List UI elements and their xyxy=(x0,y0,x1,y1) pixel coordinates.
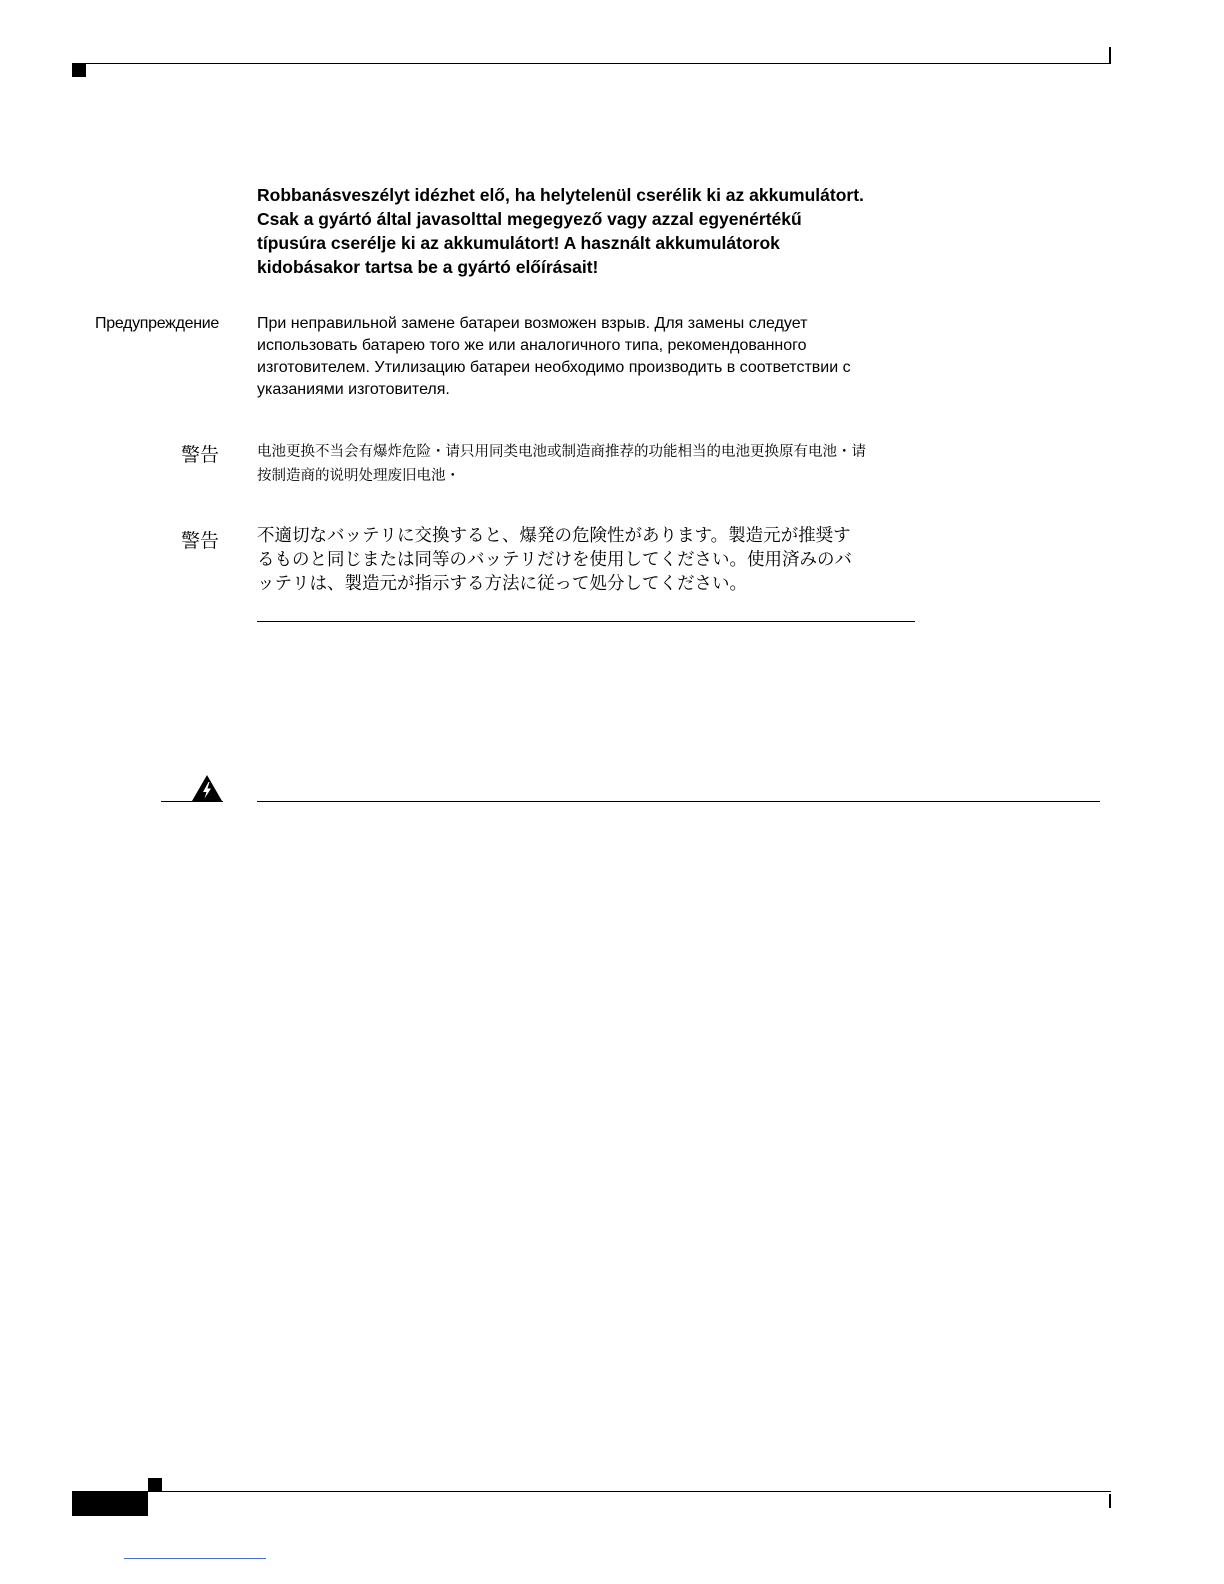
warning-text-japanese xyxy=(257,524,937,596)
warning-line: ッテリは、製造元が指示する方法に従って処分してください。 xyxy=(257,574,747,594)
warning-label-chinese: 警告 xyxy=(180,444,219,466)
footer-rule xyxy=(72,1491,1111,1492)
warning-text-russian xyxy=(257,313,937,401)
warning-text-chinese xyxy=(257,440,917,488)
warning-line: 不適切なバッテリに交換すると、爆発の危険性があります。製造元が推奨す xyxy=(257,526,851,546)
warning-line: 电池更换不当会有爆炸危险・请只用同类电池或制造商推荐的功能相当的电池更换原有电池・请 xyxy=(257,444,866,460)
footer-marker-block xyxy=(72,1492,148,1516)
footer-link-underline[interactable] xyxy=(124,1558,266,1559)
warning-line: Csak a gyártó által javasolttal megegyező vagy azzal egyenértékű xyxy=(257,209,802,229)
warning-text-hungarian xyxy=(257,183,937,279)
warning-label-japanese: 警告 xyxy=(180,530,219,552)
warning-line: 按制造商的说明处理废旧电池・ xyxy=(257,468,460,484)
header-marker xyxy=(72,64,86,77)
warning-triangle-icon xyxy=(191,774,223,802)
warning-end-rule xyxy=(257,621,915,622)
warning-line: Robbanásveszélyt idézhet elő, ha helytelenül cserélik ki az akkumulátort. xyxy=(257,185,864,205)
header-rule xyxy=(72,63,1111,64)
icon-rule xyxy=(161,801,223,802)
header-tick xyxy=(1109,47,1111,64)
warning-line: При неправильной замене батареи возможен взрыв. Для замены следует xyxy=(257,315,808,332)
footer-marker-square xyxy=(148,1478,162,1492)
warning-line: típusúra cserélje ki az akkumulátort! A használt akkumulátorok xyxy=(257,233,780,253)
warning-line: kidobásakor tartsa be a gyártó előírásait! xyxy=(257,257,599,277)
warning-line: указаниями изготовителя. xyxy=(257,381,450,398)
section-rule xyxy=(257,801,1100,802)
footer-tick xyxy=(1109,1494,1111,1508)
warning-line: использовать батарею того же или аналогичного типа, рекомендованного xyxy=(257,337,807,354)
warning-line: изготовителем. Утилизацию батареи необходимо производить в соответствии с xyxy=(257,359,851,376)
warning-line: るものと同じまたは同等のバッテリだけを使用してください。使用済みのバ xyxy=(257,550,852,570)
warning-label-russian: Предупреждение xyxy=(95,315,219,332)
